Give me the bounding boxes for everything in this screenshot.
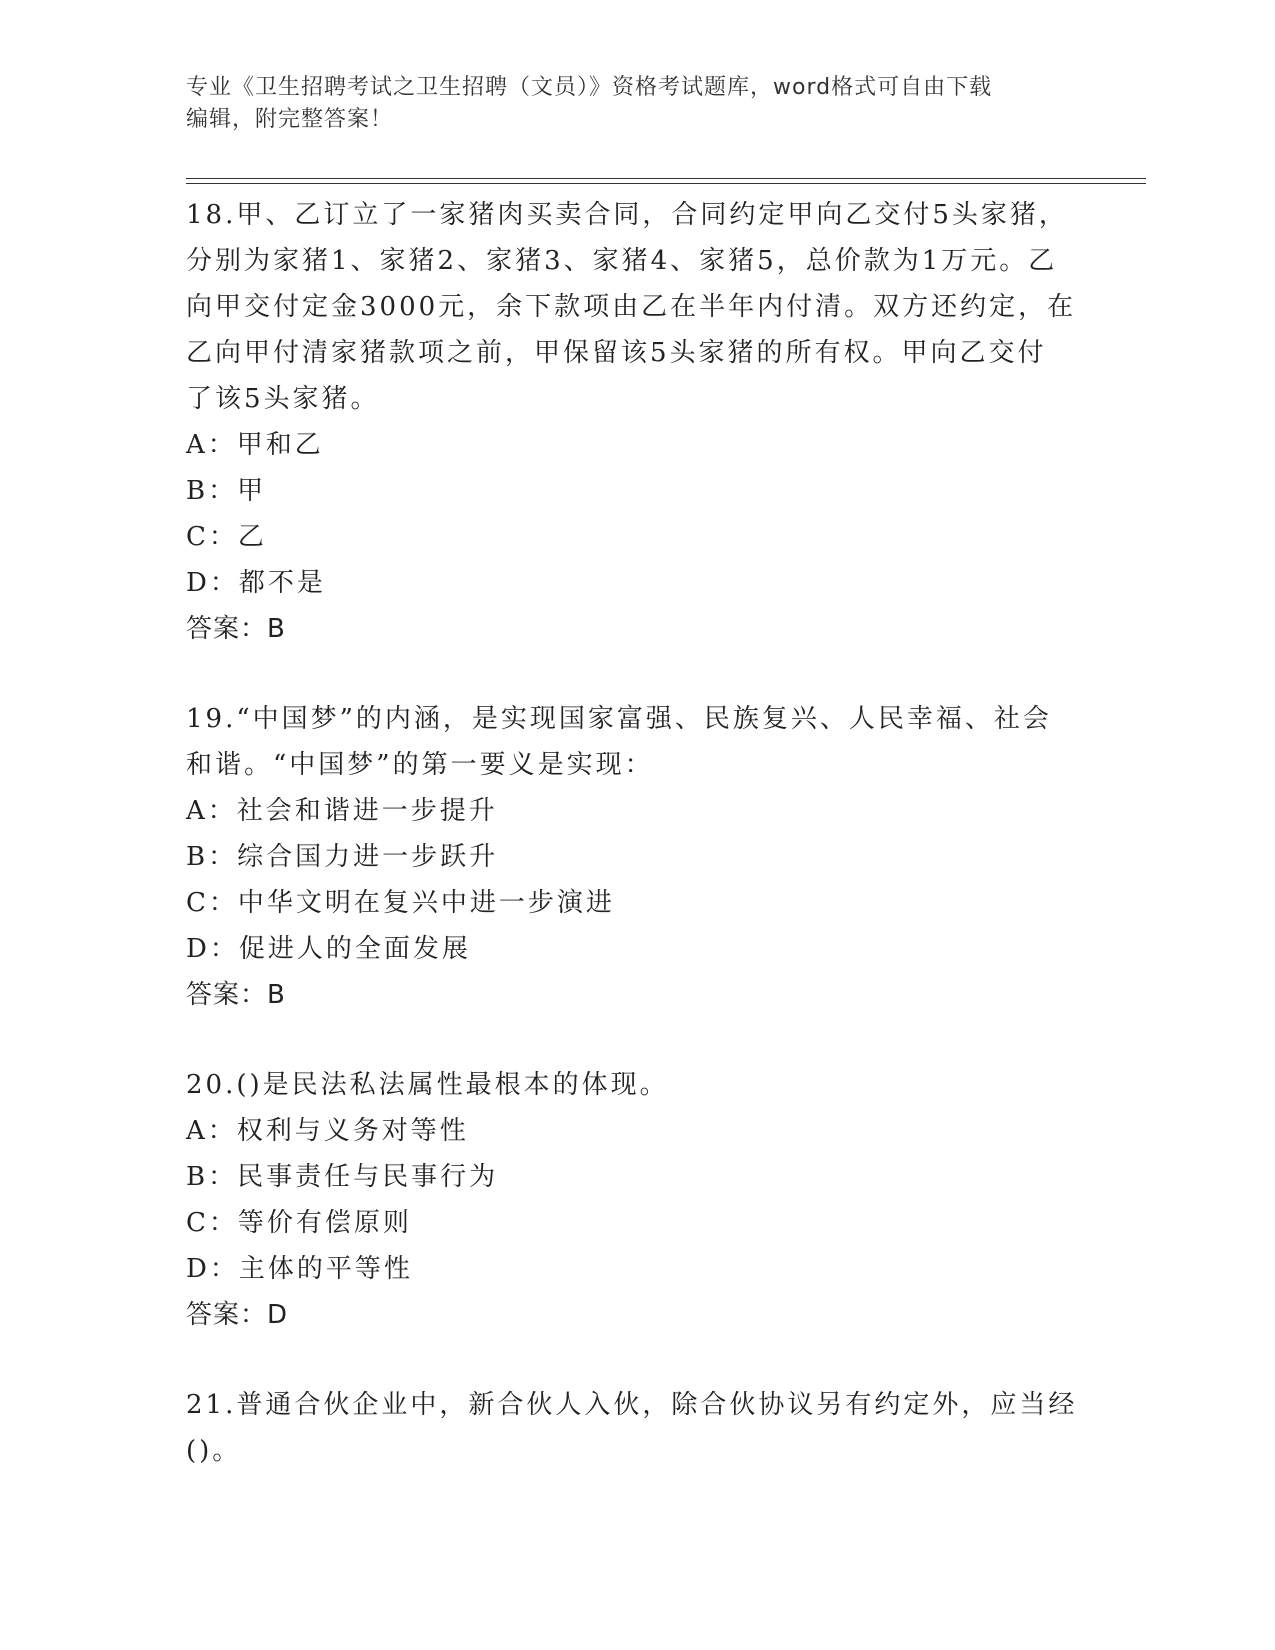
option-b: B：甲 xyxy=(186,476,267,506)
option-a: A：社会和谐进一步提升 xyxy=(186,796,498,826)
option-d: D：主体的平等性 xyxy=(186,1254,413,1284)
question-stem-line: 了该5头家猪。 xyxy=(186,384,380,414)
question-stem-line: ()。 xyxy=(186,1436,242,1466)
question-stem-line: 20.()是民法私法属性最根本的体现。 xyxy=(186,1070,669,1100)
question-stem-line: 分别为家猪1、家猪2、家猪3、家猪4、家猪5，总价款为1万元。乙 xyxy=(186,246,1058,276)
option-d: D：都不是 xyxy=(186,568,326,598)
question-21 xyxy=(186,1382,1086,1474)
header-divider-bottom xyxy=(186,183,1146,184)
option-c: C：等价有偿原则 xyxy=(186,1208,412,1238)
answer-line: 答案：D xyxy=(186,1300,289,1330)
option-b: B：民事责任与民事行为 xyxy=(186,1162,499,1192)
option-a: A：甲和乙 xyxy=(186,430,324,460)
header-divider-top xyxy=(186,178,1146,179)
option-c: C：乙 xyxy=(186,522,267,552)
question-20 xyxy=(186,1062,1086,1338)
option-c: C：中华文明在复兴中进一步演进 xyxy=(186,888,615,918)
header-line-2: 编辑，附完整答案！ xyxy=(186,107,394,132)
answer-line: 答案：B xyxy=(186,980,286,1010)
question-stem-line: 向甲交付定金3000元，余下款项由乙在半年内付清。双方还约定，在 xyxy=(186,292,1077,322)
document-header xyxy=(186,72,1086,136)
question-stem-line: 乙向甲付清家猪款项之前，甲保留该5头家猪的所有权。甲向乙交付 xyxy=(186,338,1047,368)
question-stem-line: 18.甲、乙订立了一家猪肉买卖合同，合同约定甲向乙交付5头家猪， xyxy=(186,200,1068,230)
question-19 xyxy=(186,696,1086,1018)
option-d: D：促进人的全面发展 xyxy=(186,934,471,964)
question-stem-line: 19.“中国梦”的内涵，是实现国家富强、民族复兴、人民幸福、社会 xyxy=(186,704,1052,734)
question-18 xyxy=(186,192,1086,652)
question-stem-line: 和谐。“中国梦”的第一要义是实现： xyxy=(186,750,654,780)
question-list xyxy=(186,192,1086,1474)
header-line-1: 专业《卫生招聘考试之卫生招聘（文员）》资格考试题库，word格式可自由下载 xyxy=(186,75,993,100)
option-b: B：综合国力进一步跃升 xyxy=(186,842,499,872)
question-stem-line: 21.普通合伙企业中，新合伙人入伙，除合伙协议另有约定外，应当经 xyxy=(186,1390,1078,1420)
answer-line: 答案：B xyxy=(186,614,286,644)
option-a: A：权利与义务对等性 xyxy=(186,1116,469,1146)
